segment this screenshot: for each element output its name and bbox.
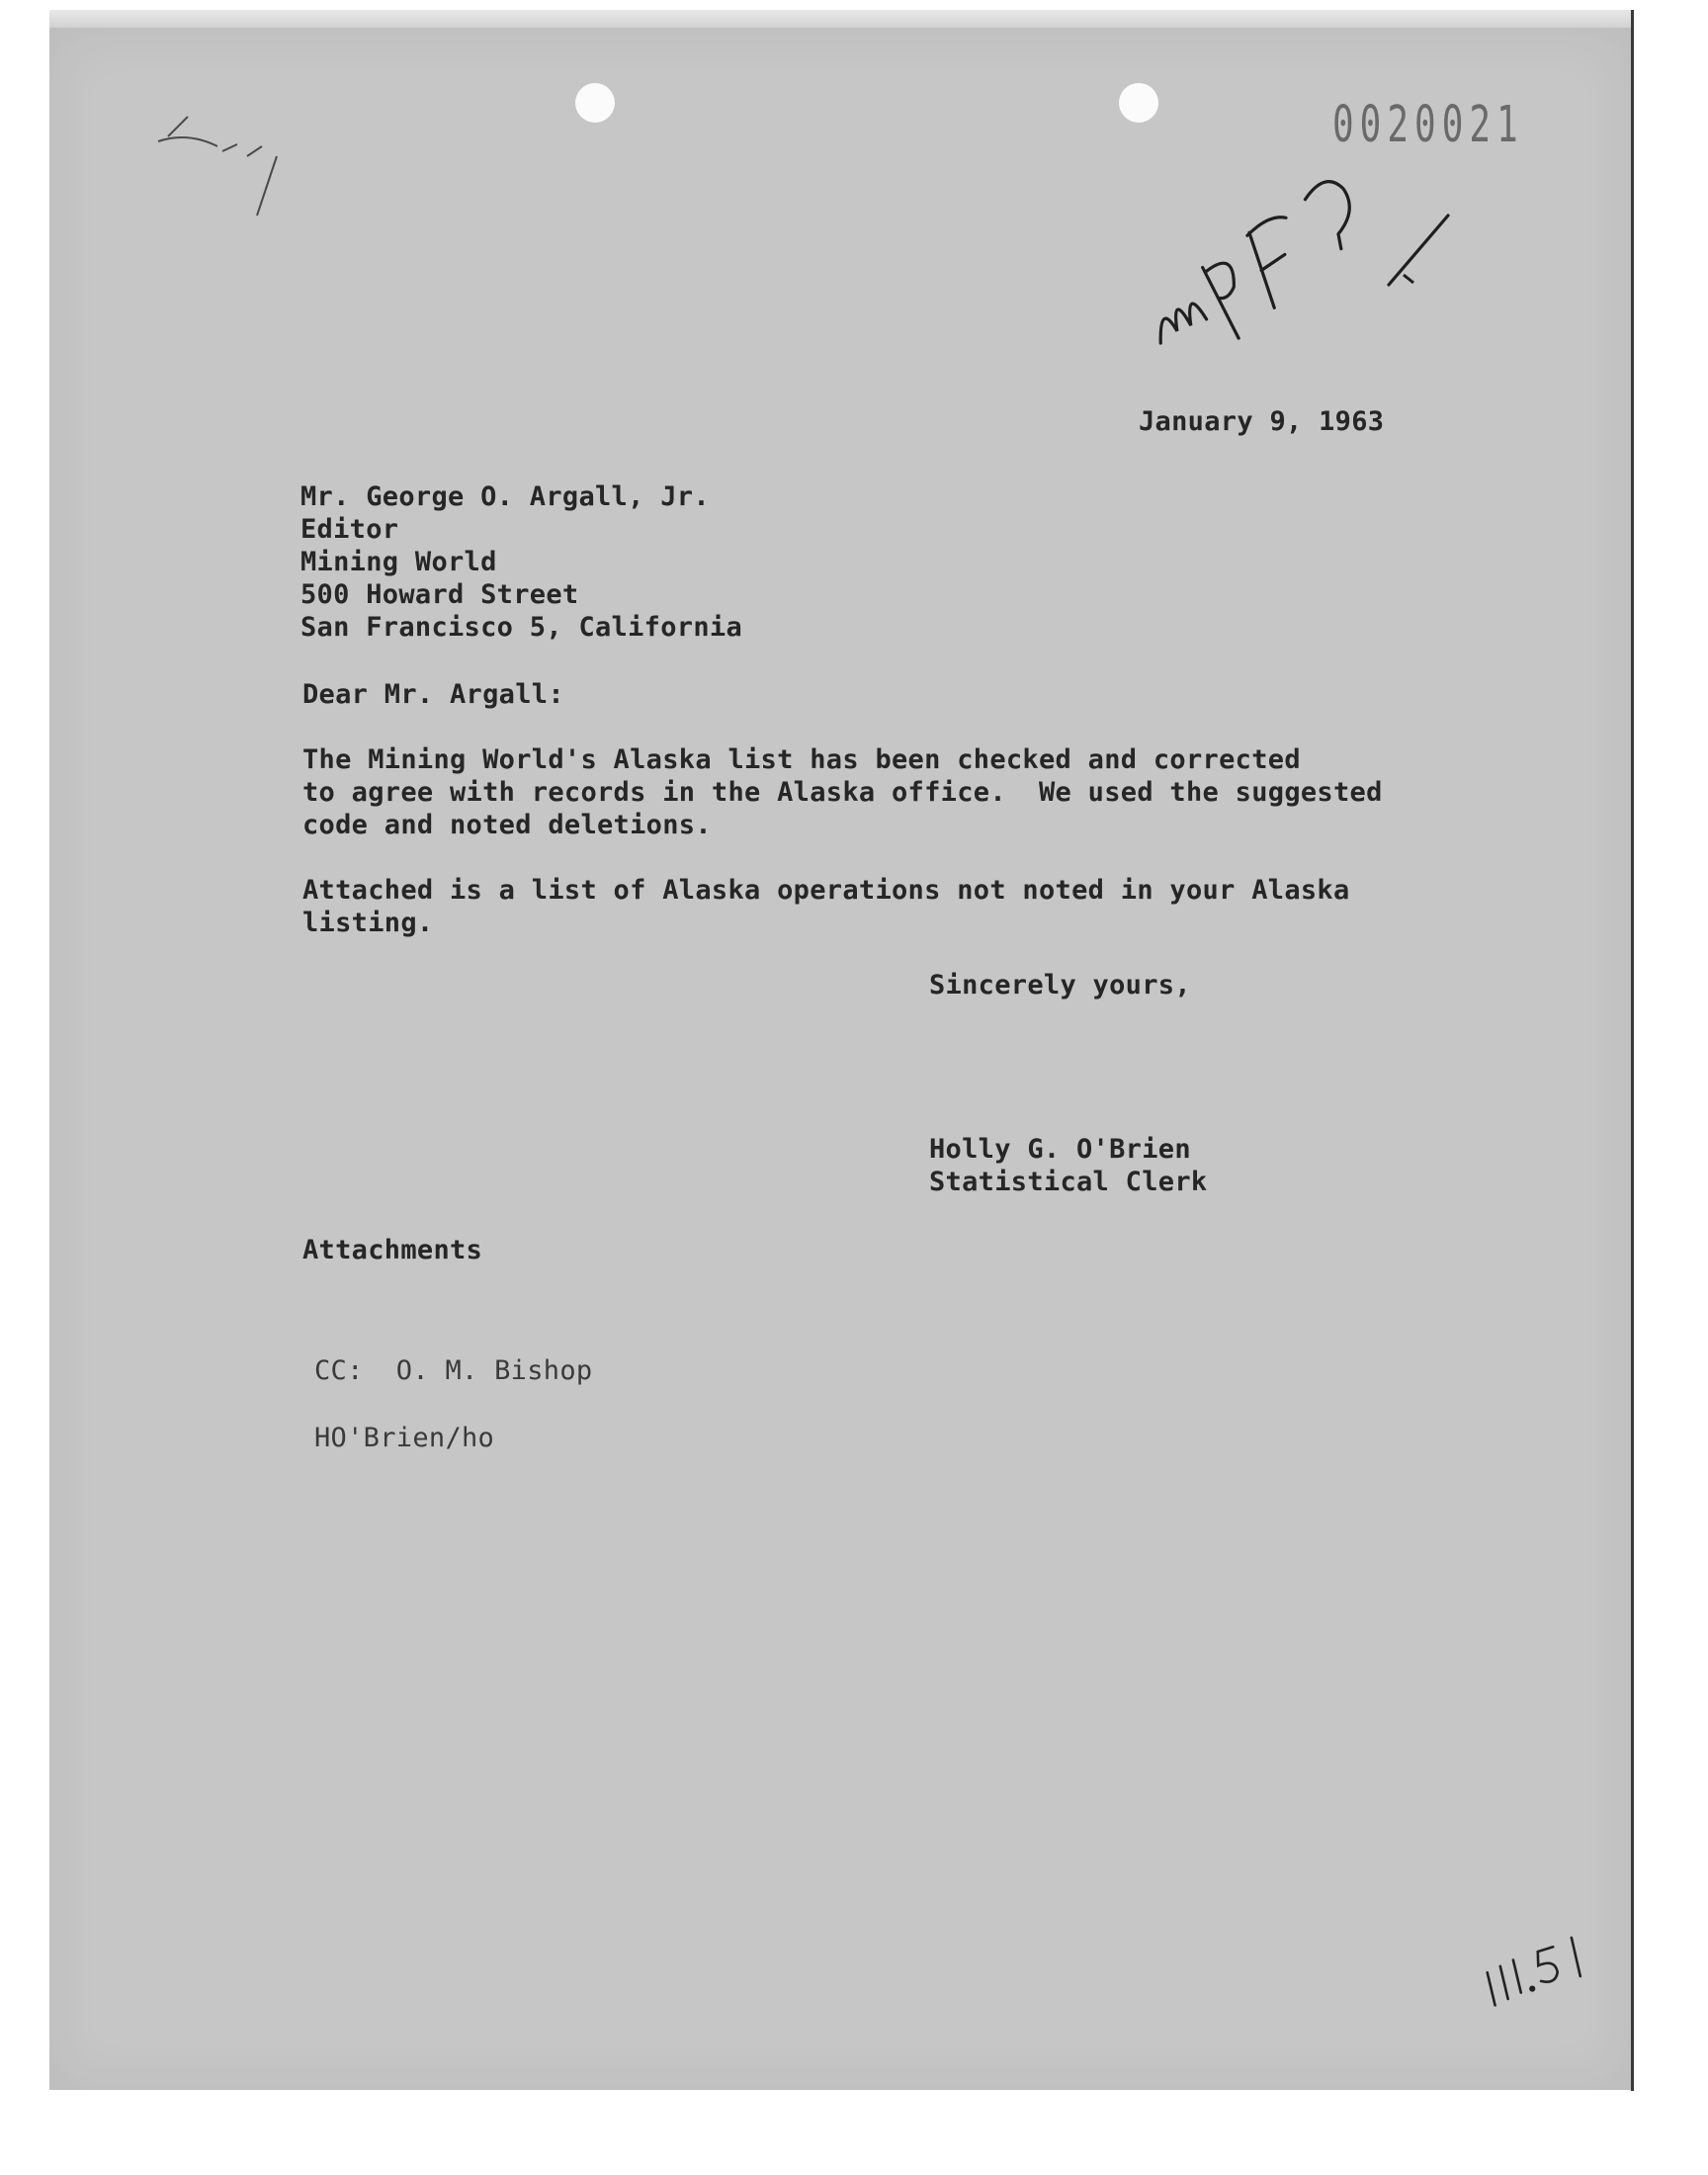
salutation: Dear Mr. Argall: (302, 679, 564, 710)
cc-line: CC: O. M. Bishop (314, 1355, 593, 1386)
letter-date: January 9, 1963 (1139, 406, 1385, 437)
recipient-name: Mr. George O. Argall, Jr. (300, 481, 710, 512)
body-line: Attached is a list of Alaska operations not noted in your Alaska (302, 875, 1350, 906)
enclosure-notation: Attachments (302, 1235, 483, 1265)
signer-name: Holly G. O'Brien (929, 1134, 1191, 1165)
recipient-title: Editor (300, 514, 399, 545)
document-stamp-number: 0020021 (1332, 97, 1524, 154)
punch-hole-right (1119, 83, 1158, 123)
body-line: code and noted deletions. (302, 810, 712, 840)
handwritten-file-number (1481, 1936, 1609, 2020)
recipient-city: San Francisco 5, California (300, 612, 742, 643)
handwritten-mark-top-left (128, 97, 326, 240)
recipient-street: 500 Howard Street (300, 579, 579, 610)
letter-page (49, 28, 1631, 2090)
body-line: to agree with records in the Alaska office. We used the suggested (302, 777, 1383, 808)
page-right-edge (1631, 10, 1634, 2091)
page-top-edge (49, 10, 1631, 30)
punch-hole-left (575, 83, 615, 123)
body-line: listing. (302, 908, 434, 938)
reference-initials: HO'Brien/ho (314, 1423, 495, 1453)
closing: Sincerely yours, (929, 970, 1191, 1000)
handwritten-mpf-annotation (1132, 156, 1458, 379)
recipient-organization: Mining World (300, 547, 497, 577)
signer-title: Statistical Clerk (929, 1167, 1208, 1197)
body-line: The Mining World's Alaska list has been checked and corrected (302, 744, 1301, 775)
